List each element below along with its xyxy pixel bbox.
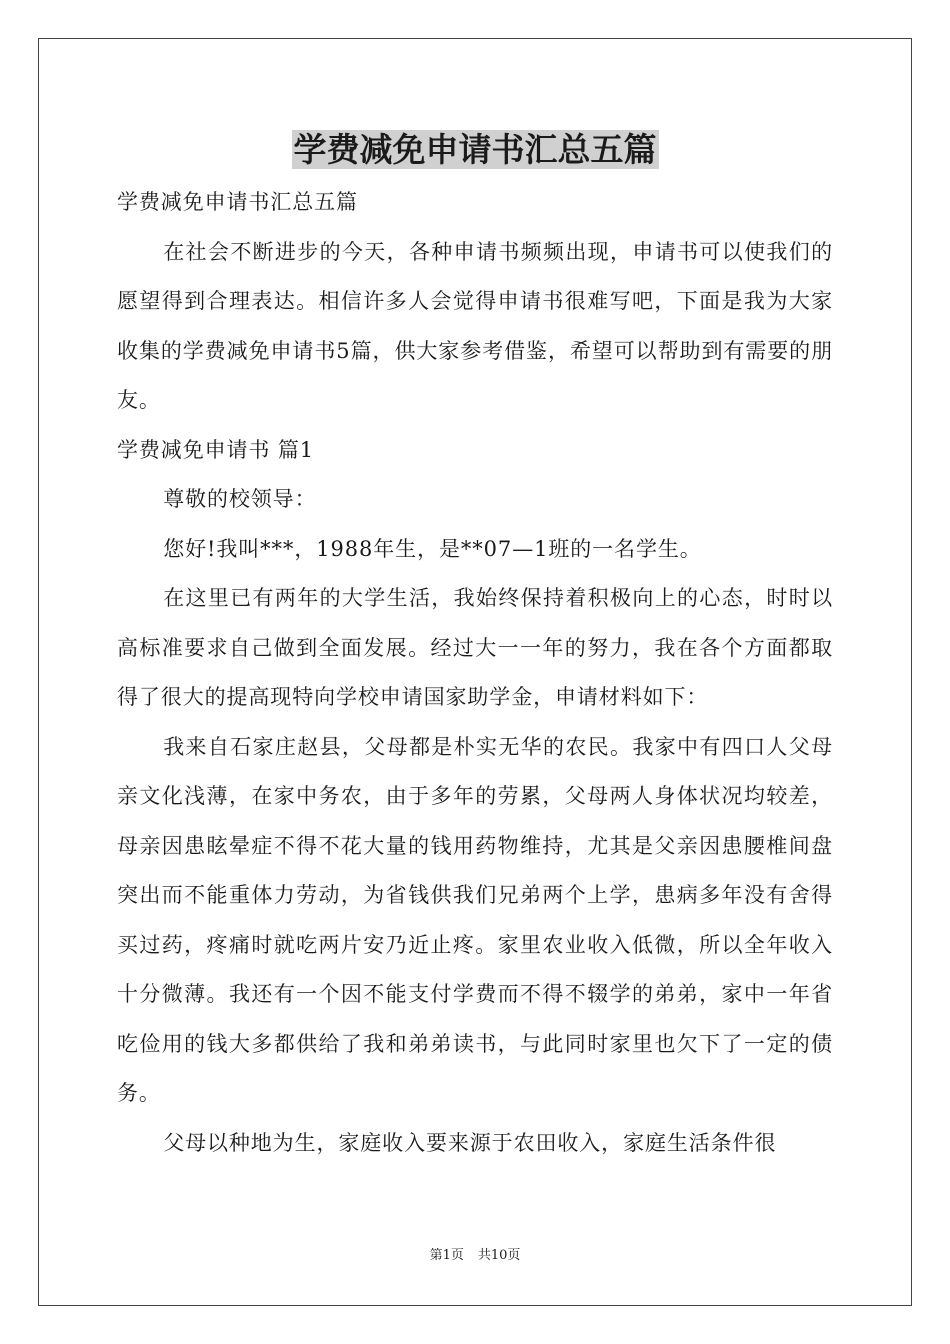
document-title-text: 学费减免申请书汇总五篇 xyxy=(293,130,657,169)
body-paragraph: 父母以种地为生，家庭收入要来源于农田收入，家庭生活条件很 xyxy=(163,1130,777,1155)
body-paragraph: 在这里已有两年的大学生活，我始终保持着积极向上的心态，时时以高标准要求自己做到全面发展。经过大一一年的努力，我在各个方面都取得了很大的提高现特向学校申请国家助学金，申请材料如下： xyxy=(117,586,833,709)
body-paragraph: 在社会不断进步的今天，各种申请书频频出现，申请书可以使我们的愿望得到合理表达。相信许多人会觉得申请书很难写吧，下面是我为大家收集的学费减免申请书5篇，供大家参考借鉴，希望可以帮助到有需要的朋友。 xyxy=(117,239,833,412)
body-paragraph: 学费减免申请书 篇1 xyxy=(117,437,315,462)
page-total: 共10页 xyxy=(477,1248,521,1263)
page-footer xyxy=(0,1246,950,1266)
page-number: 第1页 xyxy=(429,1248,464,1263)
body-paragraph: 您好!我叫***，1988年生，是**07—1班的一名学生。 xyxy=(163,536,702,561)
document-body xyxy=(117,178,833,1168)
body-paragraph: 我来自石家庄赵县，父母都是朴实无华的农民。我家中有四口人父母亲文化浅薄，在家中务农，由于多年的劳累，父母两人身体状况均较差，母亲因患眩晕症不得不花大量的钱用药物维持，尤其是父亲因患腰椎间盘突出而不能重体力劳动，为省钱供我们兄弟两个上学，患病多年没有舍得买过药，疼痛时就吃两片安乃近止疼。家里农业收入低微，所以全年收入十分微薄。我还有一个因不能支付学费而不得不辍学的弟弟，家中一年省吃俭用的钱大多都供给了我和弟弟读书，与此同时家里也欠下了一定的债务。 xyxy=(117,734,833,1105)
body-paragraph: 学费减免申请书汇总五篇 xyxy=(117,190,358,214)
document-title xyxy=(0,127,950,173)
body-paragraph: 尊敬的校领导： xyxy=(163,487,317,511)
